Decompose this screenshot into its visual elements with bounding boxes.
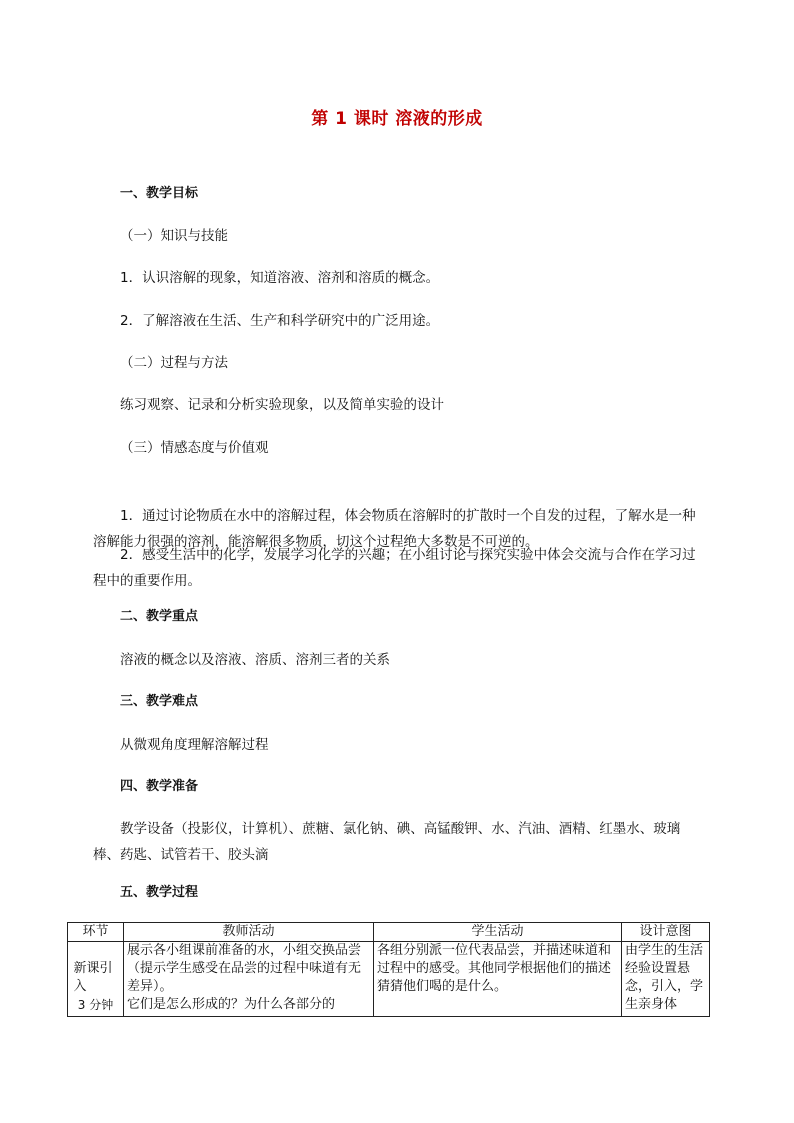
header-cell: 环节 [68, 923, 124, 942]
section-heading-process: 五、教学过程 [120, 885, 199, 900]
lesson-plan-table [67, 922, 710, 1017]
header-cell: 设计意图 [622, 923, 710, 942]
values-item-text: 1．通过讨论物质在水中的溶解过程，体会物质在溶解时的扩散时一个自发的过程，了解水是一种溶解能力很强的溶剂，能溶解很多物质，切这个过程绝大多数是不可逆的。 [93, 508, 696, 550]
subheading-process: （二）过程与方法 [120, 355, 228, 371]
stage-time: 3 分钟 [77, 998, 114, 1012]
design-intent: 由学生的生活经验设置悬念，引入，学生亲身体 [625, 943, 704, 1012]
header-cell: 学生活动 [374, 923, 622, 942]
teacher-cell [124, 942, 374, 1017]
table-header-row [68, 923, 710, 942]
student-cell [374, 942, 622, 1017]
section-heading-keypoints: 二、教学重点 [120, 609, 199, 624]
subheading-values: （三）情感态度与价值观 [120, 440, 269, 456]
section-heading-prep: 四、教学准备 [120, 779, 199, 794]
student-activity: 各组分别派一位代表品尝，并描述味道和过程中的感受。其他同学根据他们的描述猜猜他们喝的是什么。 [377, 943, 612, 994]
section-heading-difficulty: 三、教学难点 [120, 694, 199, 709]
section-heading-goals: 一、教学目标 [120, 186, 199, 201]
goal-item: 2．了解溶液在生活、生产和科学研究中的广泛用途。 [120, 313, 440, 329]
stage-label: 新课引入 [73, 961, 113, 994]
teacher-activity: 展示各小组课前准备的水，小组交换品尝（提示学生感受在品尝的过程中味道有无差异）。 它们是怎么形成的？为什么各部分的 [127, 943, 362, 1012]
values-item-text: 2．感受生活中的化学，发展学习化学的兴趣；在小组讨论与探究实验中体会交流与合作在学习过程中的重要作用。 [93, 547, 696, 589]
prep-text-content: 教学设备（投影仪，计算机）、蔗糖、氯化钠、碘、高锰酸钾、水、汽油、酒精、红墨水、玻璃棒、药匙、试管若干、胶头滴 [93, 821, 681, 863]
difficulty-text: 从微观角度理解溶解过程 [120, 737, 269, 753]
stage-cell [68, 942, 124, 1017]
keypoints-text: 溶液的概念以及溶液、溶质、溶剂三者的关系 [120, 652, 390, 668]
goal-item: 1．认识溶解的现象，知道溶液、溶剂和溶质的概念。 [120, 270, 440, 286]
values-item [93, 542, 705, 594]
intent-cell [622, 942, 710, 1017]
process-text: 练习观察、记录和分析实验现象，以及简单实验的设计 [120, 397, 444, 413]
prep-text [93, 816, 705, 868]
table-row [68, 942, 710, 1017]
subheading-knowledge: （一）知识与技能 [120, 228, 228, 244]
header-cell: 教师活动 [124, 923, 374, 942]
page-title: 第 1 课时 溶液的形成 [311, 109, 483, 129]
